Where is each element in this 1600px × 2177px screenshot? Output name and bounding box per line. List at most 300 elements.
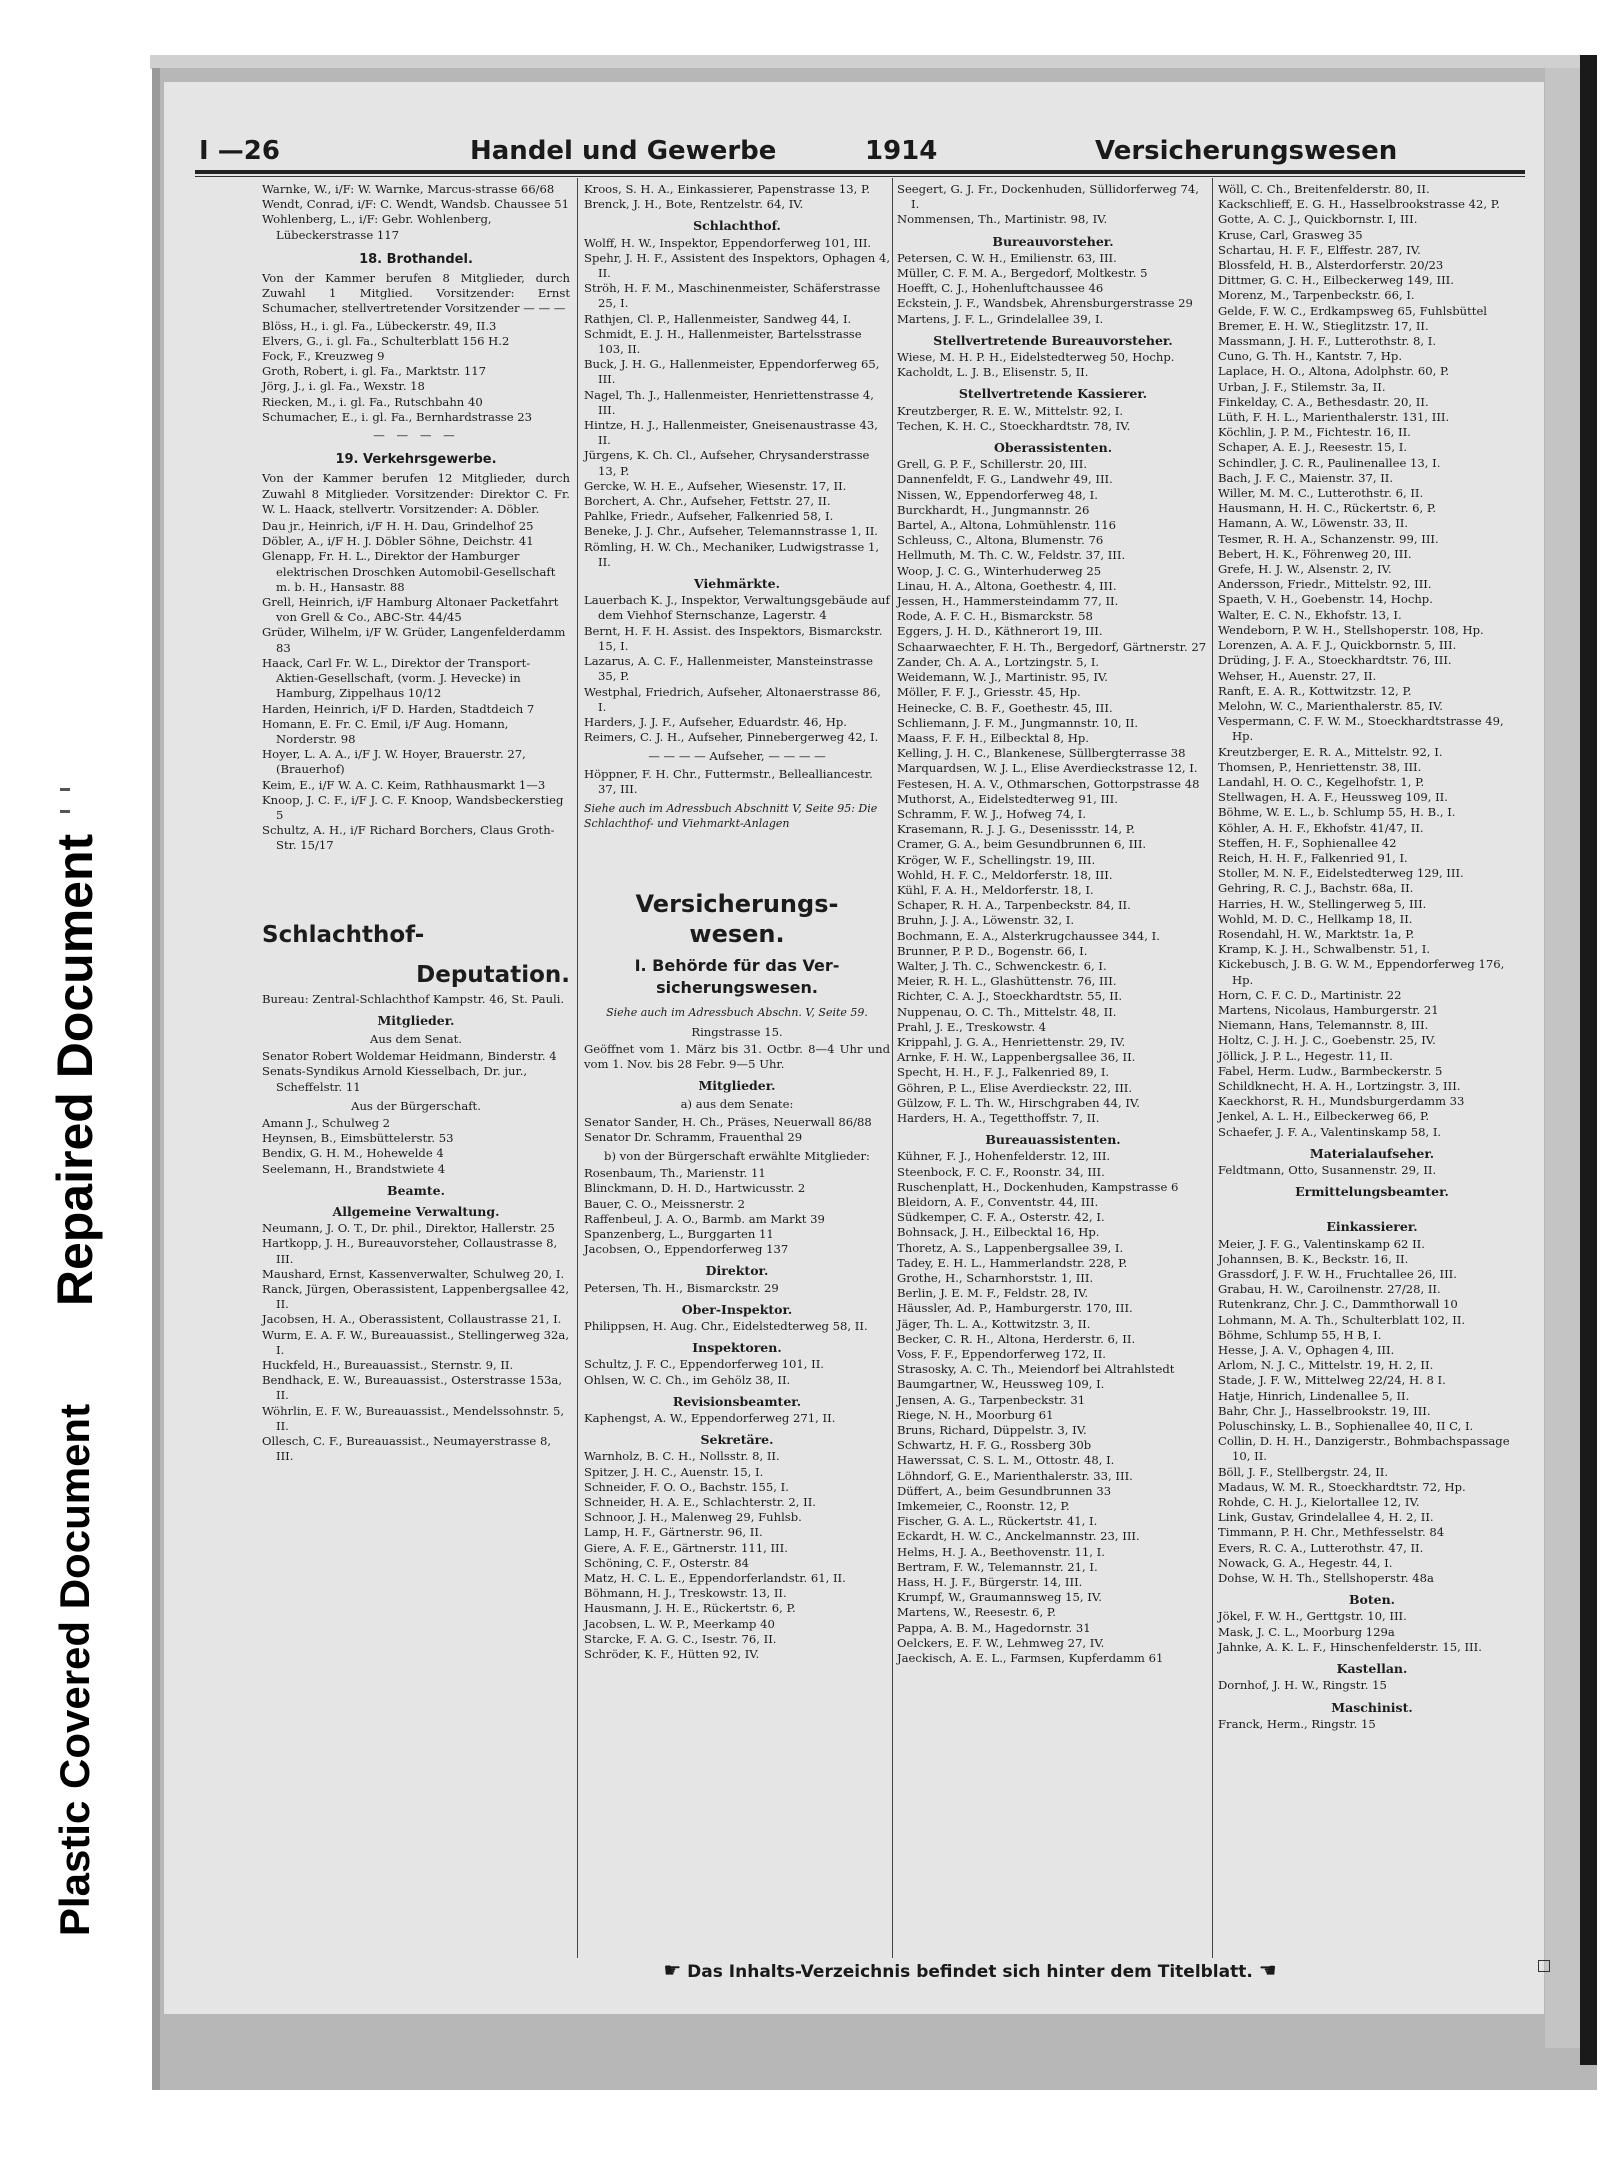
- entry: Niemann, Hans, Telemannstr. 8, III.: [1218, 1018, 1429, 1033]
- entry: Kickebusch, J. B. G. W. M., Eppendorferweg 176, Hp.: [1218, 957, 1505, 987]
- entry-list: [1218, 182, 1526, 1140]
- column-4: [1218, 182, 1526, 1732]
- entry: Senator Dr. Schramm, Frauenthal 29: [584, 1129, 803, 1144]
- entry: Festesen, H. A. V., Othmarschen, Gottorpstrasse 48: [897, 776, 1200, 791]
- entry: Spaeth, V. H., Goebenstr. 14, Hochp.: [1218, 592, 1433, 607]
- entry: Schöning, C. F., Osterstr. 84: [584, 1555, 749, 1570]
- entry: Spanzenberg, L., Burggarten 11: [584, 1226, 774, 1241]
- entry: Lohmann, M. A. Th., Schulterblatt 102, II.: [1218, 1312, 1466, 1327]
- entry: Gotte, A. C. J., Quickbornstr. I, III.: [1218, 212, 1418, 227]
- entry: Krasemann, R. J. J. G., Desenissstr. 14, P.: [897, 822, 1135, 837]
- entry: Bochmann, E. A., Alsterkrugchaussee 344, I.: [897, 928, 1160, 943]
- entry: Nowack, G. A., Hegestr. 44, I.: [1218, 1555, 1393, 1570]
- entry: Seelemann, H., Brandstwiete 4: [262, 1161, 446, 1176]
- entry: Eckardt, H. W. C., Anckelmannstr. 23, III.: [897, 1529, 1140, 1544]
- entry: Groth, Robert, i. gl. Fa., Marktstr. 117: [262, 364, 487, 379]
- entry: Lauerbach K. J., Inspektor, Verwaltungsgebäude auf dem Viehhof Sternschanze, Lagerstr. 4: [584, 593, 890, 623]
- entry: Andersson, Friedr., Mittelstr. 92, III.: [1218, 577, 1432, 592]
- entry: Südkemper, C. F. A., Osterstr. 42, I.: [897, 1210, 1105, 1225]
- entry: Nommensen, Th., Martinistr. 98, IV.: [897, 212, 1108, 227]
- section-heading: 18. Brothandel.: [359, 251, 473, 267]
- entry: Schaper, A. E. J., Reesestr. 15, I.: [1218, 440, 1408, 455]
- entry: Johannsen, B. K., Beckstr. 16, II.: [1218, 1251, 1409, 1266]
- entry: Mask, J. C. L., Moorburg 129a: [1218, 1624, 1395, 1639]
- column-divider: [577, 178, 578, 1958]
- entry: Arnke, F. H. W., Lappenbergsallee 36, II.: [897, 1050, 1136, 1065]
- entry: Senator Sander, H. Ch., Präses, Neuerwall 86/88: [584, 1114, 872, 1129]
- footer-note: [470, 1958, 1470, 1982]
- entry-list: [262, 1221, 570, 1464]
- entry: Gercke, W. H. E., Aufseher, Wiesenstr. 17, II.: [584, 478, 847, 493]
- entry: Dannenfeldt, F. G., Landwehr 49, III.: [897, 472, 1113, 487]
- entry: Harders, J. J. F., Aufseher, Eduardstr. 46, Hp.: [584, 714, 847, 729]
- entry-list: [1218, 1237, 1526, 1587]
- subsection-heading: sicherungswesen.: [656, 978, 818, 998]
- entry: Kaeckhorst, R. H., Mundsburgerdamm 33: [1218, 1094, 1465, 1109]
- subheading: Materialaufseher.: [1309, 1145, 1435, 1161]
- entry: Kruse, Carl, Grasweg 35: [1218, 227, 1363, 242]
- binding-edge: [1580, 55, 1597, 2065]
- subheading: Stellvertretende Bureauvorsteher.: [933, 332, 1173, 348]
- entry: Grell, Heinrich, i/F Hamburg Altonaer Packetfahrt von Grell & Co., ABC-Str. 44/45: [262, 595, 559, 625]
- entry: Starcke, F. A. G. C., Isestr. 76, II.: [584, 1631, 777, 1646]
- section-title: Handel und Gewerbe: [470, 136, 777, 166]
- entry: Martens, J. F. L., Grindelallee 39, I.: [897, 311, 1104, 326]
- entry: Jahnke, A. K. L. F., Hinschenfelderstr. 15, III.: [1218, 1639, 1482, 1654]
- subsection-heading: I. Behörde für das Ver-: [634, 956, 840, 976]
- entry: Maushard, Ernst, Kassenverwalter, Schulweg 20, I.: [262, 1266, 565, 1281]
- bureau-line: Bureau: Zentral-Schlachthof Kampstr. 46, St. Pauli.: [262, 991, 565, 1006]
- entry: Voss, F. F., Eppendorferweg 172, II.: [897, 1347, 1106, 1362]
- entry: Kühl, F. A. H., Meldorferstr. 18, I.: [897, 882, 1094, 897]
- entry: Haack, Carl Fr. W. L., Direktor der Transport-Aktien-Gesellschaft, (vorm. J. Hevecke) in Hamburg, Zippelhaus 10/12: [262, 655, 531, 701]
- column-divider: [892, 178, 893, 1958]
- entry-list: [897, 404, 1209, 434]
- subheading: Kastellan.: [1336, 1661, 1408, 1677]
- entry: Tadey, E. H. L., Hammerlandstr. 228, P.: [897, 1255, 1128, 1270]
- entry: Weidemann, W. J., Martinistr. 95, IV.: [897, 670, 1108, 685]
- entry: Bendhack, E. W., Bureauassist., Osterstrasse 153a, II.: [262, 1373, 563, 1403]
- entry: Stellwagen, H. A. F., Heussweg 109, II.: [1218, 790, 1448, 805]
- entry: Woop, J. C. G., Winterhuderweg 25: [897, 563, 1102, 578]
- entry: Kaphengst, A. W., Eppendorferweg 271, II.: [584, 1411, 836, 1425]
- major-heading: Versicherungs-: [635, 890, 839, 919]
- entry: Bruhn, J. J. A., Löwenstr. 32, I.: [897, 913, 1075, 928]
- entry: Kackschlieff, E. G. H., Hasselbrookstrasse 42, P.: [1218, 197, 1500, 212]
- entry: Döbler, A., i/F H. J. Döbler Söhne, Deichstr. 41: [262, 534, 534, 549]
- subheading: Inspektoren.: [692, 1340, 782, 1356]
- subheading: Viehmärkte.: [694, 576, 780, 592]
- column-divider: [1212, 178, 1213, 1958]
- entry: Nissen, W., Eppendorferweg 48, I.: [897, 487, 1098, 502]
- entry: Jacobsen, H. A., Oberassistent, Collaustrasse 21, I.: [262, 1312, 562, 1327]
- entry: Dornhof, J. H. W., Ringstr. 15: [1218, 1678, 1387, 1693]
- entry: Riege, N. H., Moorburg 61: [897, 1407, 1054, 1422]
- subheading: Ermittelungsbeamter.: [1295, 1184, 1449, 1200]
- entry: Wendt, Conrad, i/F: C. Wendt, Wandsb. Chaussee 51: [262, 197, 569, 212]
- entry: Wurm, E. A. F. W., Bureauassist., Stellingerweg 32a, I.: [262, 1327, 570, 1357]
- entry: Kacholdt, L. J. B., Elisenstr. 5, II.: [897, 365, 1089, 380]
- entry: Nagel, Th. J., Hallenmeister, Henriettenstrasse 4, III.: [584, 387, 874, 417]
- entry: Hintze, H. J., Hallenmeister, Gneisenaustrasse 43, II.: [584, 418, 878, 448]
- entry: Berlin, J. E. M. F., Feldstr. 28, IV.: [897, 1286, 1089, 1301]
- entry: Schwartz, H. F. G., Rossberg 30b: [897, 1438, 1092, 1453]
- entry: Harries, H. W., Stellingerweg 5, III.: [1218, 896, 1427, 911]
- section-intro: Von der Kammer berufen 8 Mitglieder, durch Zuwahl 1 Mitglied. Vorsitzender: Ernst Schumacher, stellvertretender Vorsitzender — — —: [262, 271, 570, 316]
- entry: Wendeborn, P. W. H., Stellshoperstr. 108, Hp.: [1218, 622, 1484, 637]
- subheading: Mitglieder.: [698, 1078, 776, 1094]
- section-heading: 19. Verkehrsgewerbe.: [335, 452, 497, 468]
- entry: Harden, Heinrich, i/F D. Harden, Stadtdeich 7: [262, 701, 535, 716]
- entry-list: [584, 593, 890, 745]
- page-header: [195, 134, 1525, 174]
- entry: Petersen, C. W. H., Emilienstr. 63, III.: [897, 250, 1117, 265]
- entry: Ranck, Jürgen, Oberassistent, Lappenbergsallee 42, II.: [262, 1281, 570, 1312]
- entry: Jenkel, A. L. H., Eilbeckerweg 66, P.: [1218, 1109, 1430, 1124]
- entry: Ranft, E. A. R., Kottwitzstr. 12, P.: [1218, 683, 1412, 698]
- entry: Lorenzen, A. A. F. J., Quickbornstr. 5, III.: [1218, 638, 1457, 653]
- entry: Hesse, J. A. V., Ophagen 4, III.: [1218, 1343, 1395, 1358]
- entry: Göhren, P. L., Elise Averdieckstr. 22, III.: [897, 1080, 1133, 1095]
- entry: Eckstein, J. F., Wandsbek, Ahrensburgerstrasse 29: [897, 296, 1193, 311]
- entry: Pahlke, Friedr., Aufseher, Falkenried 58, I.: [584, 509, 834, 524]
- entry: Link, Gustav, Grindelallee 4, H. 2, II.: [1218, 1510, 1434, 1525]
- entry: Martens, Nicolaus, Hamburgerstr. 21: [1218, 1002, 1439, 1017]
- subheading: Oberassistenten.: [993, 440, 1113, 456]
- entry: Cramer, G. A., beim Gesundbrunnen 6, III.: [897, 837, 1147, 852]
- header-rule-thin: [195, 176, 1525, 177]
- entry: Jacobsen, O., Eppendorferweg 137: [584, 1242, 789, 1257]
- entry: Bartel, A., Altona, Lohmühlenstr. 116: [897, 518, 1116, 533]
- entry: Düffert, A., beim Gesundbrunnen 33: [897, 1483, 1112, 1498]
- entry: Stoller, M. N. F., Eidelstedterweg 129, III.: [1218, 866, 1464, 881]
- subheading: Bureauvorsteher.: [992, 233, 1114, 249]
- entry: Stade, J. F. W., Mittelweg 22/24, H. 8 I.: [1218, 1373, 1446, 1388]
- entry-list: [584, 236, 890, 570]
- entry: Ströh, H. F. M., Maschinenmeister, Schäferstrasse 25, I.: [584, 281, 881, 311]
- entry: Meier, J. F. G., Valentinskamp 62 II.: [1218, 1236, 1425, 1251]
- entry: Jürgens, K. Ch. Cl., Aufseher, Chrysanderstrasse 13, P.: [584, 448, 870, 478]
- entry: Linau, H. A., Altona, Goethestr. 4, III.: [897, 578, 1117, 593]
- entry: Schartau, H. F. F., Elffestr. 287, IV.: [1218, 242, 1421, 257]
- entry: Bebert, H. K., Föhrenweg 20, III.: [1218, 546, 1412, 561]
- subheading: b) von der Bürgerschaft erwählte Mitglieder:: [604, 1148, 870, 1163]
- entry-list: [897, 251, 1209, 327]
- entry-list: [262, 1116, 570, 1177]
- entry: Möller, F. F. J., Griesstr. 45, Hp.: [897, 685, 1081, 700]
- entry: Zander, Ch. A. A., Lortzingstr. 5, I.: [897, 654, 1100, 669]
- entry: Bremer, E. H. W., Stieglitzstr. 17, II.: [1218, 318, 1429, 333]
- entry: Bertram, F. W., Telemannstr. 21, I.: [897, 1559, 1098, 1574]
- subheading: — — — — Aufseher, — — — —: [648, 749, 826, 764]
- entry: Tesmer, R. H. A., Schanzenstr. 99, III.: [1218, 531, 1439, 546]
- column-2: [584, 182, 890, 1662]
- entry: Grothe, H., Scharnhorststr. 1, III.: [897, 1271, 1094, 1286]
- entry: Strasosky, A. C. Th., Meiendorf bei Altrahlstedt: [897, 1362, 1175, 1377]
- entry: Horn, C. F. C. D., Martinistr. 22: [1218, 987, 1402, 1002]
- entry: Becker, C. R. H., Altona, Herderstr. 6, II.: [897, 1331, 1136, 1346]
- entry: Höppner, F. H. Chr., Futtermstr., Bellealliancestr. 37, III.: [584, 766, 873, 796]
- entry: Finkelday, C. A., Bethesdastr. 20, II.: [1218, 394, 1429, 409]
- year: 1914: [865, 136, 938, 166]
- entry: Hausmann, H. H. C., Rückertstr. 6, P.: [1218, 501, 1437, 516]
- entry: Löhndorf, G. E., Marienthalerstr. 33, III.: [897, 1468, 1133, 1483]
- column-1: [262, 182, 570, 1464]
- entry: Petersen, Th. H., Bismarckstr. 29: [584, 1280, 779, 1295]
- separator: — — — —: [373, 428, 459, 443]
- entry: Wöhrlin, E. F. W., Bureauassist., Mendelssohnstr. 5, II.: [262, 1403, 565, 1433]
- entry: Drüding, J. F. A., Stoeckhardtstr. 76, III.: [1218, 653, 1452, 668]
- entry: Müller, C. F. M. A., Bergedorf, Moltkestr. 5: [897, 266, 1148, 281]
- entry: Reich, H. H. F., Falkenried 91, I.: [1218, 850, 1408, 865]
- entry: Melohn, W. C., Marienthalerstr. 85, IV.: [1218, 698, 1443, 713]
- subheading: Direktor.: [705, 1263, 769, 1279]
- entry: Spehr, J. H. F., Assistent des Inspektors, Ophagen 4, II.: [584, 250, 891, 281]
- entry: Spitzer, J. H. C., Auenstr. 15, I.: [584, 1464, 764, 1479]
- entry: Nuppenau, O. C. Th., Mittelstr. 48, II.: [897, 1004, 1117, 1019]
- entry: Buck, J. H. G., Hallenmeister, Eppendorferweg 65, III.: [584, 357, 880, 387]
- entry: Steenbock, F. C. F., Roonstr. 34, III.: [897, 1164, 1105, 1179]
- entry: Jessen, H., Hammersteindamm 77, II.: [897, 594, 1119, 609]
- entry: Hawerssat, C. S. L. M., Ottostr. 48, I.: [897, 1453, 1115, 1468]
- entry: Lüth, F. H. L., Marienthalerstr. 131, III.: [1218, 410, 1450, 425]
- entry: Gehring, R. C. J., Bachstr. 68a, II.: [1218, 881, 1414, 896]
- entry: Grefe, H. J. W., Alsenstr. 2, IV.: [1218, 562, 1392, 577]
- entry: Schneider, H. A. E., Schlachterstr. 2, II.: [584, 1495, 816, 1510]
- entry: Schaefer, J. F. A., Valentinskamp 58, I.: [1218, 1124, 1442, 1139]
- entry: Bahr, Chr. J., Hasselbrookstr. 19, III.: [1218, 1403, 1431, 1418]
- entry: Hass, H. J. F., Bürgerstr. 14, III.: [897, 1575, 1083, 1590]
- entry: Wohlenberg, L., i/F: Gebr. Wohlenberg, Lübeckerstrasse 117: [262, 212, 492, 242]
- entry: Köhler, A. H. F., Ekhofstr. 41/47, II.: [1218, 820, 1424, 835]
- entry: Lazarus, A. C. F., Hallenmeister, Mansteinstrasse 35, P.: [584, 654, 873, 684]
- subheading: Revisionsbeamter.: [672, 1393, 802, 1409]
- entry: Wohld, M. D. C., Hellkamp 18, II.: [1218, 911, 1413, 926]
- entry: Landahl, H. O. C., Kegelhofstr. 1, P.: [1218, 774, 1425, 789]
- entry-list: [897, 350, 1209, 380]
- entry: Grell, G. P. F., Schillerstr. 20, III.: [897, 457, 1088, 472]
- entry: Rosenbaum, Th., Marienstr. 11: [584, 1166, 766, 1181]
- entry: Gülzow, F. L. Th. W., Hirschgraben 44, IV.: [897, 1095, 1140, 1110]
- subheading: Aus der Bürgerschaft.: [351, 1098, 481, 1113]
- entry: Bach, J. F. C., Maienstr. 37, II.: [1218, 470, 1394, 485]
- entry: Evers, R. C. A., Lutterothstr. 47, II.: [1218, 1540, 1424, 1555]
- entry: Brunner, P. P. D., Bogenstr. 66, I.: [897, 943, 1088, 958]
- entry: Schaper, R. H. A., Tarpenbeckstr. 84, II.: [897, 898, 1131, 913]
- entry: Rutenkranz, Chr. J. C., Dammthorwall 10: [1218, 1297, 1458, 1312]
- entry: Kröger, W. F., Schellingstr. 19, III.: [897, 852, 1096, 867]
- entry: Schleuss, C., Altona, Blumenstr. 76: [897, 533, 1104, 548]
- plastic-covered-label: Plastic Covered Document: [51, 1403, 99, 1937]
- entry: Schultz, A. H., i/F Richard Borchers, Claus Groth-Str. 15/17: [262, 823, 555, 853]
- entry: Rode, A. F. C. H., Bismarckstr. 58: [897, 609, 1093, 624]
- entry: Holtz, C. J. H. J. C., Goebenstr. 25, IV.: [1218, 1033, 1436, 1048]
- entry: Schaarwaechter, F. H. Th., Bergedorf, Gärtnerstr. 27: [897, 639, 1207, 654]
- entry: Keim, E., i/F W. A. C. Keim, Rathhausmarkt 1—3: [262, 777, 546, 792]
- entry: Steffen, H. F., Sophienallee 42: [1218, 835, 1397, 850]
- header-rule: [195, 170, 1525, 174]
- entry: Richter, C. A. J., Stoeckhardtstr. 55, II.: [897, 989, 1123, 1004]
- subheading: Boten.: [1348, 1592, 1396, 1608]
- entry-list: [262, 319, 570, 425]
- entry: Neumann, J. O. T., Dr. phil., Direktor, Hallerstr. 25: [262, 1221, 555, 1236]
- entry: Pappa, A. B. M., Hagedornstr. 31: [897, 1620, 1091, 1635]
- entry: Kroos, S. H. A., Einkassierer, Papenstrasse 13, P.: [584, 182, 871, 196]
- entry: Häussler, Ad. P., Hamburgerstr. 170, III.: [897, 1301, 1133, 1316]
- entry: Walter, J. Th. C., Schwenckestr. 6, I.: [897, 958, 1107, 973]
- subheading: Sekretäre.: [700, 1432, 774, 1448]
- entry: Senator Robert Woldemar Heidmann, Binderstr. 4: [262, 1049, 557, 1064]
- entry: Wehser, H., Auenstr. 27, II.: [1218, 668, 1377, 683]
- entry: Cuno, G. Th. H., Kantstr. 7, Hp.: [1218, 349, 1403, 364]
- entry: Vespermann, C. F. W. M., Stoeckhardtstrasse 49, Hp.: [1218, 714, 1504, 744]
- subheading: Einkassierer.: [1326, 1219, 1418, 1235]
- entry: Jensen, A. G., Tarpenbeckstr. 31: [897, 1392, 1086, 1407]
- entry: Walter, E. C. N., Ekhofstr. 13, I.: [1218, 607, 1402, 622]
- subheading: Stellvertretende Kassierer.: [958, 386, 1148, 402]
- entry: Kühner, F. J., Hohenfelderstr. 12, III.: [897, 1149, 1111, 1164]
- entry: Riecken, M., i. gl. Fa., Rutschbahn 40: [262, 394, 483, 409]
- entry: Wolff, H. W., Inspektor, Eppendorferweg 101, III.: [584, 235, 872, 250]
- entry: Burckhardt, H., Jungmannstr. 26: [897, 502, 1090, 517]
- entry: Blinckmann, D. H. D., Hartwicusstr. 2: [584, 1181, 806, 1196]
- entry-list: [897, 1149, 1209, 1666]
- entry: Morenz, M., Tarpenbeckstr. 66, I.: [1218, 288, 1415, 303]
- subheading: Schlachthof.: [693, 218, 781, 234]
- entry: Blossfeld, H. B., Alsterdorferstr. 20/23: [1218, 258, 1444, 273]
- repaired-document-label: Repaired Document: [47, 833, 104, 1307]
- entry: Dau jr., Heinrich, i/F H. H. Dau, Grindelhof 25: [262, 519, 534, 534]
- entry: Reimers, C. J. H., Aufseher, Pinnebergerweg 42, I.: [584, 730, 879, 745]
- entry: Grabau, H. W., Caroilnenstr. 27/28, II.: [1218, 1282, 1441, 1297]
- entry: Lamp, H. F., Gärtnerstr. 96, II.: [584, 1525, 763, 1540]
- corner-mark: [1538, 1960, 1550, 1972]
- major-heading: Deputation.: [416, 961, 570, 988]
- pointing-hand-icon: ☚: [1258, 1958, 1277, 1982]
- side-dash: [60, 788, 70, 791]
- entry: Martens, W., Reesestr. 6, P.: [897, 1605, 1056, 1620]
- footer-text: Das Inhalts-Verzeichnis befindet sich hinter dem Titelblatt.: [687, 1962, 1253, 1982]
- entry-list: [262, 1049, 570, 1095]
- entry: Amann J., Schulweg 2: [262, 1115, 391, 1130]
- entry: Wohld, H. F. C., Meldorferstr. 18, III.: [897, 867, 1113, 882]
- entry-list: [584, 1449, 890, 1662]
- entry: Thomsen, P., Henriettenstr. 38, III.: [1218, 759, 1422, 774]
- entry: Böhme, Schlump 55, H B, I.: [1218, 1327, 1382, 1342]
- entry: Poluschinsky, L. B., Sophienallee 40, II C, I.: [1218, 1419, 1474, 1434]
- entry-list: [262, 182, 570, 243]
- entry: Jacobsen, L. W. P., Meerkamp 40: [584, 1616, 775, 1631]
- entry-list: [584, 1357, 890, 1387]
- entry: Fock, F., Kreuzweg 9: [262, 349, 385, 364]
- entry: Schindler, J. C. R., Paulinenallee 13, I.: [1218, 455, 1441, 470]
- subheading: Allgemeine Verwaltung.: [332, 1203, 500, 1219]
- entry: Fischer, G. A. L., Rückertstr. 41, I.: [897, 1514, 1098, 1529]
- cross-reference: Siehe auch im Adressbuch Abschn. V, Seite 59.: [606, 1006, 868, 1020]
- entry: Kreutzberger, E. R. A., Mittelstr. 92, I.: [1218, 744, 1443, 759]
- entry: Massmann, J. H. F., Lutterothstr. 8, I.: [1218, 334, 1437, 349]
- entry: Ruschenplatt, H., Dockenhuden, Kampstrasse 6: [897, 1179, 1179, 1194]
- entry: Specht, H. H., F. J., Falkenried 89, I.: [897, 1065, 1110, 1080]
- opening-hours: Geöffnet vom 1. März bis 31. Octbr. 8—4 Uhr und vom 1. Nov. bis 28 Febr. 9—5 Uhr.: [584, 1041, 890, 1071]
- entry: Krippahl, J. G. A., Henriettenstr. 29, IV.: [897, 1034, 1126, 1049]
- entry: Timmann, P. H. Chr., Methfesselstr. 84: [1218, 1525, 1445, 1540]
- page-number: I —26: [199, 136, 280, 166]
- entry: Ohlsen, W. C. Ch., im Gehölz 38, II.: [584, 1372, 791, 1387]
- subheading: Aus dem Senat.: [370, 1031, 462, 1046]
- column-3: [897, 182, 1209, 1666]
- subheading: Mitglieder.: [377, 1012, 455, 1028]
- entry: Rathjen, Cl. P., Hallenmeister, Sandweg 44, I.: [584, 311, 852, 326]
- major-heading: wesen.: [689, 920, 785, 949]
- entry: Heynsen, B., Eimsbüttelerstr. 53: [262, 1131, 454, 1146]
- entry: Bauer, C. O., Meissnerstr. 2: [584, 1196, 745, 1211]
- entry: Imkemeier, C., Roonstr. 12, P.: [897, 1499, 1070, 1514]
- entry: Grüder, Wilhelm, i/F W. Grüder, Langenfelderdamm 83: [262, 625, 566, 655]
- entry: Bendix, G. H. M., Hohewelde 4: [262, 1146, 444, 1161]
- entry: Hausmann, J. H. E., Rückertstr. 6, P.: [584, 1601, 796, 1616]
- entry: Krumpf, W., Graumannsweg 15, IV.: [897, 1590, 1102, 1605]
- section-intro: Von der Kammer berufen 12 Mitglieder, durch Zuwahl 8 Mitglieder. Vorsitzender: Direktor C. Fr. W. L. Haack, stellvertr. Vorsitzender: A. Döbler.: [262, 471, 570, 516]
- entry: Schneider, F. O. O., Bachstr. 155, I.: [584, 1479, 789, 1494]
- entry: Bernt, H. F. H. Assist. des Inspektors, Bismarckstr. 15, I.: [584, 623, 883, 653]
- entry: Fabel, Herm. Ludw., Barmbeckerstr. 5: [1218, 1063, 1443, 1078]
- address-line: Ringstrasse 15.: [691, 1024, 783, 1039]
- entry: Ollesch, C. F., Bureauassist., Neumayerstrasse 8, III.: [262, 1434, 552, 1464]
- side-dash: [60, 810, 70, 813]
- entry: Warnholz, B. C. H., Nollsstr. 8, II.: [584, 1449, 780, 1464]
- entry: Schnoor, J. H., Malenweg 29, Fuhlsb.: [584, 1510, 802, 1525]
- entry: Franck, Herm., Ringstr. 15: [1218, 1716, 1376, 1731]
- entry: Kreutzberger, R. E. W., Mittelstr. 92, I.: [897, 403, 1124, 418]
- subheading: Ober-Inspektor.: [681, 1301, 793, 1317]
- subheading: a) aus dem Senate:: [680, 1097, 794, 1112]
- entry: Huckfeld, H., Bureauassist., Sternstr. 9, II.: [262, 1358, 514, 1372]
- entry: Raffenbeul, J. A. O., Barmb. am Markt 39: [584, 1211, 825, 1226]
- entry: Philippsen, H. Aug. Chr., Eidelstedterweg 58, II.: [584, 1318, 868, 1333]
- entry: Meier, R. H. L., Glashüttenstr. 76, III.: [897, 974, 1117, 989]
- entry: Eggers, J. H. D., Käthnerort 19, III.: [897, 624, 1103, 639]
- entry: Bohnsack, J. H., Eilbecktal 16, Hp.: [897, 1225, 1100, 1240]
- entry: Helms, H. J. A., Beethovenstr. 11, I.: [897, 1544, 1105, 1559]
- entry: Schildknecht, H. A. H., Lortzingstr. 3, III.: [1218, 1078, 1461, 1093]
- entry: Böll, J. F., Stellbergstr. 24, II.: [1218, 1464, 1389, 1479]
- entry: Laplace, H. O., Altona, Adolphstr. 60, P.: [1218, 364, 1450, 379]
- entry: Schröder, K. F., Hütten 92, IV.: [584, 1647, 760, 1662]
- entry-list: [584, 1115, 890, 1145]
- entry: Böhme, W. E. L., b. Schlump 55, H. B., I.: [1218, 805, 1456, 820]
- entry: Seegert, G. J. Fr., Dockenhuden, Süllidorferweg 74, I.: [897, 182, 1199, 212]
- entry: Giere, A. F. E., Gärtnerstr. 111, III.: [584, 1540, 788, 1555]
- entry: Willer, M. M. C., Lutterothstr. 6, II.: [1218, 486, 1424, 501]
- entry-list: [897, 182, 1209, 228]
- entry: Baumgartner, W., Heussweg 109, I.: [897, 1377, 1105, 1392]
- subheading: Maschinist.: [1331, 1699, 1413, 1715]
- entry: Homann, E. Fr. C. Emil, i/F Aug. Homann, Norderstr. 98: [262, 716, 509, 746]
- entry: Feldtmann, Otto, Susannenstr. 29, II.: [1218, 1163, 1437, 1177]
- entry: Kelling, J. H. C., Blankenese, Süllbergterrasse 38: [897, 746, 1186, 761]
- entry: Collin, D. H. H., Danzigerstr., Bohmbachspassage 10, II.: [1218, 1434, 1510, 1464]
- entry-list: [584, 182, 890, 212]
- entry: Warnke, W., i/F: W. Warnke, Marcus-strasse 66/68: [262, 182, 555, 196]
- entry: Thoretz, A. S., Lappenbergsallee 39, I.: [897, 1240, 1124, 1255]
- entry: Arlom, N. J. C., Mittelstr. 19, H. 2, II.: [1218, 1358, 1434, 1373]
- entry: Wöll, C. Ch., Breitenfelderstr. 80, II.: [1218, 182, 1430, 196]
- entry: Schliemann, J. F. M., Jungmannstr. 10, II.: [897, 715, 1139, 730]
- entry: Blöss, H., i. gl. Fa., Lübeckerstr. 49, II.3: [262, 318, 497, 333]
- entry: Marquardsen, W. J. L., Elise Averdieckstrasse 12, I.: [897, 761, 1198, 776]
- subheading: Beamte.: [387, 1182, 445, 1198]
